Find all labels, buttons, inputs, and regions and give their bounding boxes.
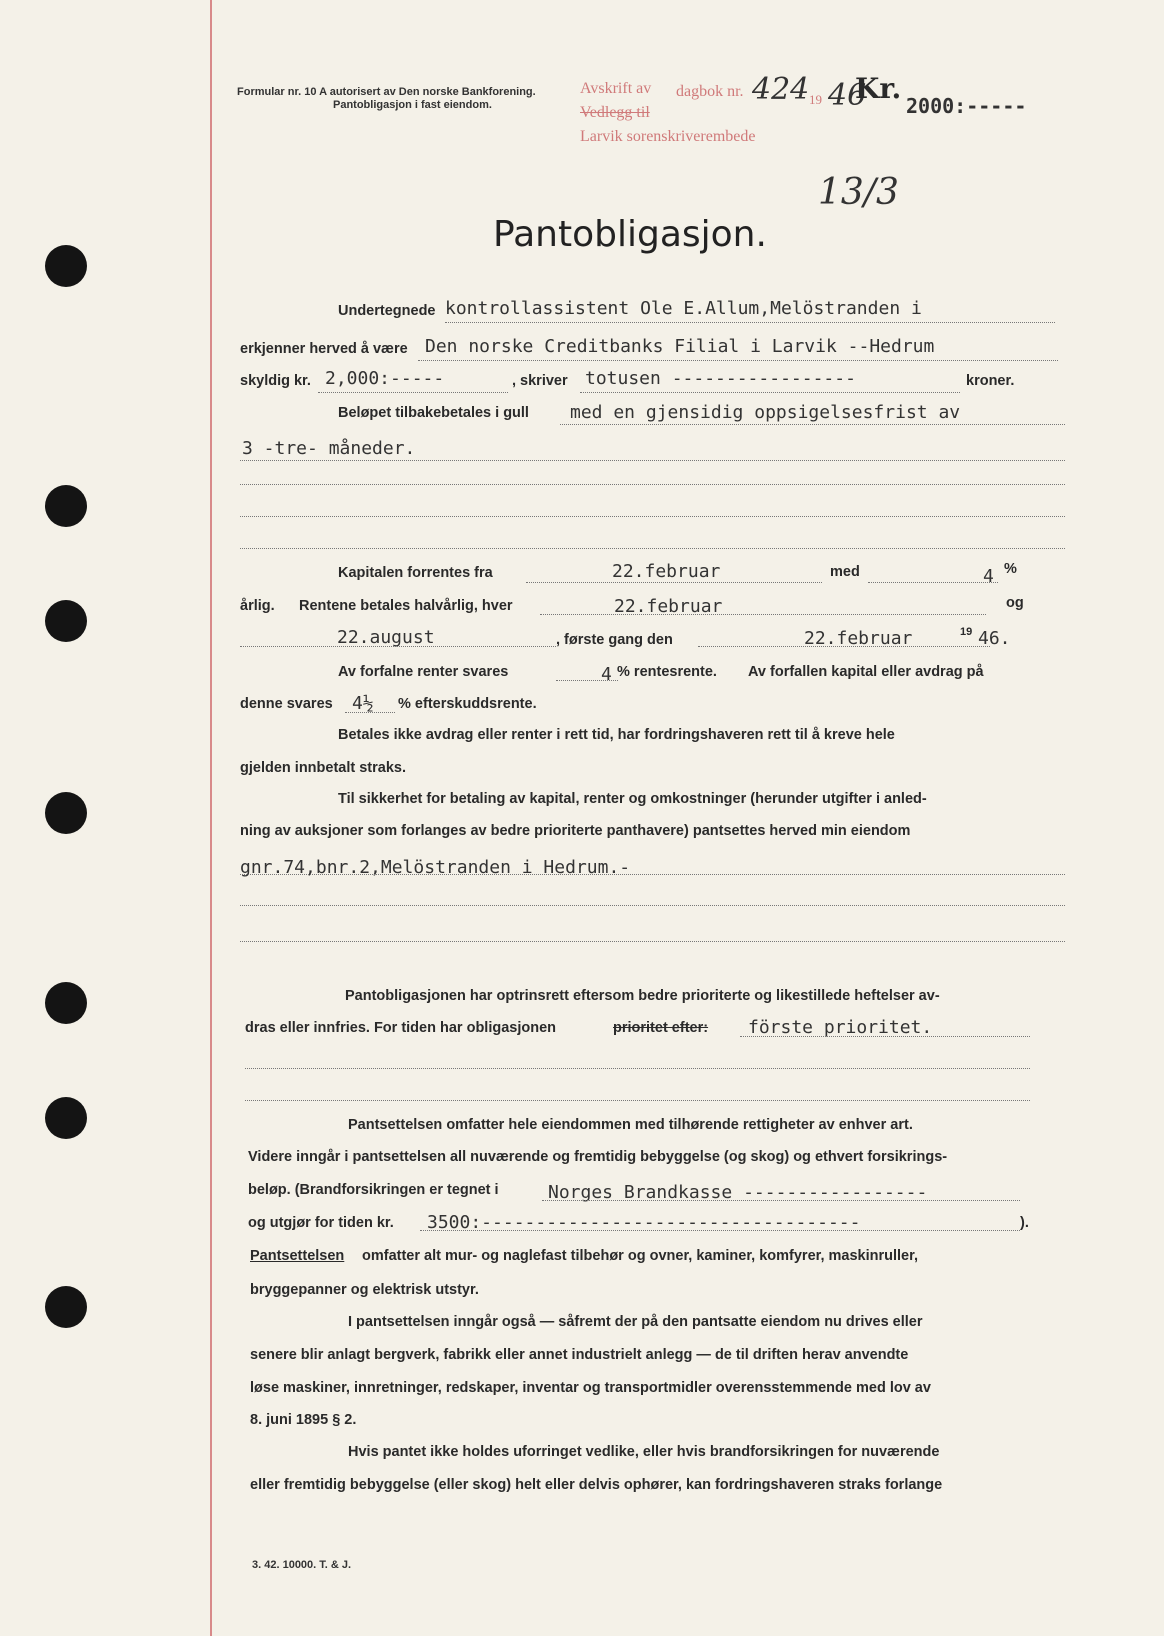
dagbok-number: 424 — [752, 72, 810, 107]
binder-hole — [45, 1286, 87, 1328]
terms-line-2: 3 -tre- måneder. — [242, 438, 416, 459]
efterskudd-value: 4½ — [352, 693, 374, 714]
rentesrente-value: 4 — [601, 664, 612, 685]
fill-line — [868, 582, 998, 583]
fill-line — [240, 646, 556, 647]
para-sikkerhet-2: ning av auksjoner som forlanges av bedre prioriterte panthavere) pantsettes herved min eiendom — [240, 823, 911, 839]
form-line-1: Formular nr. 10 A autorisert av Den norske Bankforening. — [237, 86, 536, 98]
fill-line — [580, 392, 960, 393]
binder-hole — [45, 982, 87, 1024]
date-note: 13/3 — [818, 172, 899, 213]
para-omfatter-2: Videre inngår i pantsettelsen all nuværende og fremtidig bebyggelse (og skog) og ethvert forsikrings- — [248, 1149, 948, 1165]
binder-hole — [45, 1097, 87, 1139]
stamp-line-1: Avskrift av — [580, 80, 652, 97]
para-optrinsrett-1: Pantobligasjonen har optrinsrett eftersom bedre prioriterte og likestillede heftelser av- — [345, 988, 940, 1004]
fill-line — [345, 712, 395, 713]
stamp-line-3: Larvik sorenskriverembede — [580, 128, 756, 145]
fill-line — [556, 680, 618, 681]
binder-hole — [45, 485, 87, 527]
para-bergverk-2: senere blir anlagt bergverk, fabrikk eller annet industrielt anlegg — de til driften herav anvendte — [250, 1347, 909, 1363]
fill-line — [420, 1230, 1020, 1231]
para-betales-2: gjelden innbetalt straks. — [240, 760, 406, 776]
fill-line — [698, 646, 990, 647]
binder-hole — [45, 245, 87, 287]
fill-line — [560, 424, 1065, 425]
kr-amount: 2000:----- — [906, 94, 1027, 118]
rentesrente-label: % rentesrente. — [617, 664, 717, 680]
fill-line — [240, 548, 1065, 549]
form-line-2: Pantobligasjon i fast eiendom. — [333, 99, 492, 111]
arlig-label: årlig. — [240, 598, 275, 614]
para-bergverk-1: I pantsettelsen inngår også — såfremt der på den pantsatte eiendom nu drives eller — [348, 1314, 923, 1330]
utgjor-label: og utgjør for tiden kr. — [248, 1215, 394, 1231]
first-year-prefix: 19 — [960, 626, 973, 638]
year-prefix: 19 — [809, 92, 822, 107]
fill-line — [240, 905, 1065, 906]
denne-svares-label: denne svares — [240, 696, 333, 712]
interest-rate: 4 — [983, 566, 994, 587]
belopet-label: Beløpet tilbakebetales i gull — [338, 405, 529, 421]
binder-hole — [45, 792, 87, 834]
para-bergverk-4: 8. juni 1895 § 2. — [250, 1412, 357, 1428]
stamp-line-1b: dagbok nr. — [676, 83, 744, 100]
creditor-value: Den norske Creditbanks Filial i Larvik --Hedrum — [425, 336, 935, 357]
para-omfatter-1: Pantsettelsen omfatter hele eiendommen med tilhørende rettigheter av enhver art. — [348, 1117, 913, 1133]
forste-label: , første gang den — [556, 632, 673, 648]
skriver-label: , skriver — [512, 373, 568, 389]
fill-line — [240, 874, 1065, 875]
efterskudd-label: % efterskuddsrente. — [398, 696, 537, 712]
para-vedlike-1: Hvis pantet ikke holdes uforringet vedlike, eller hvis brandforsikringen for nuværende — [348, 1444, 940, 1460]
skyldig-label: skyldig kr. — [240, 373, 311, 389]
fill-line — [418, 360, 1058, 361]
amount-words: totusen ----------------- — [585, 368, 856, 389]
percent-sign: % — [1004, 561, 1017, 577]
pay-date-1: 22.februar — [614, 596, 723, 617]
first-date: 22.februar — [804, 628, 913, 649]
terms-line-1: med en gjensidig oppsigelsesfrist av — [570, 402, 961, 423]
stamp-line-2: Vedlegg til — [580, 104, 650, 121]
year-suffix: 46 — [828, 78, 867, 113]
pantsettelsen-word: Pantsettelsen — [250, 1248, 345, 1264]
undertegnede-label: Undertegnede — [338, 303, 436, 319]
print-code: 3. 42. 10000. T. & J. — [252, 1559, 352, 1571]
kroner-label: kroner. — [966, 373, 1015, 389]
fill-line — [240, 941, 1065, 942]
med-label: med — [830, 564, 860, 580]
kapitalen-label: Kapitalen forrentes fra — [338, 565, 493, 581]
amount-number: 2,000:----- — [325, 368, 445, 389]
fill-line — [240, 460, 1065, 461]
insured-amount: 3500:----------------------------------- — [427, 1212, 861, 1233]
prioritet-label: prioritet efter: — [613, 1020, 709, 1036]
kr-label: Kr. — [855, 72, 902, 105]
para-bergverk-3: løse maskiner, innretninger, redskaper, inventar og transportmidler overensstemmende med lov av — [250, 1380, 931, 1396]
page-title: Pantobligasjon. — [493, 214, 767, 255]
fill-line — [740, 1036, 1030, 1037]
para-mur-2: bryggepanner og elektrisk utstyr. — [250, 1282, 479, 1298]
para-optrinsrett-2: dras eller innfries. For tiden har obligasjonen — [245, 1020, 557, 1036]
para-sikkerhet-1: Til sikkerhet for betaling av kapital, renter og omkostninger (herunder utgifter i anled- — [338, 791, 927, 807]
para-mur-1: omfatter alt mur- og naglefast tilbehør og ovner, kaminer, komfyrer, maskinruller, — [362, 1248, 918, 1264]
fill-line — [318, 392, 508, 393]
binder-hole — [45, 600, 87, 642]
margin-line — [210, 0, 212, 1636]
para-vedlike-2: eller fremtidig bebyggelse (eller skog) helt eller delvis ophører, kan fordringshaveren straks forlange — [250, 1477, 943, 1493]
og-label: og — [1006, 595, 1024, 611]
insurer-value: Norges Brandkasse ----------------- — [548, 1182, 928, 1203]
property-value: gnr.74,bnr.2,Melöstranden i Hedrum.- — [240, 857, 631, 878]
pay-date-2: 22.august — [337, 627, 435, 648]
fill-line — [245, 1100, 1030, 1101]
av-forfalne-label: Av forfalne renter svares — [338, 664, 509, 680]
close-paren: ). — [1020, 1215, 1029, 1231]
fill-line — [240, 484, 1065, 485]
priority-value: förste prioritet. — [748, 1017, 933, 1038]
fill-line — [445, 322, 1055, 323]
debtor-value: kontrollassistent Ole E.Allum,Melöstranden i — [445, 298, 922, 319]
fill-line — [542, 1200, 1020, 1201]
fill-line — [245, 1068, 1030, 1069]
para-betales-1: Betales ikke avdrag eller renter i rett tid, har fordringshaveren rett til å kreve hele — [338, 727, 895, 743]
fill-line — [526, 582, 822, 583]
interest-from: 22.februar — [612, 561, 721, 582]
erkjenner-label: erkjenner herved å være — [240, 341, 408, 357]
fill-line — [540, 614, 986, 615]
av-forfallen-label: Av forfallen kapital eller avdrag på — [748, 664, 984, 680]
first-year: 46. — [978, 628, 1011, 649]
fill-line — [240, 516, 1065, 517]
renten-label: Rentene betales halvårlig, hver — [299, 598, 513, 614]
para-omfatter-3: beløp. (Brandforsikringen er tegnet i — [248, 1182, 499, 1198]
